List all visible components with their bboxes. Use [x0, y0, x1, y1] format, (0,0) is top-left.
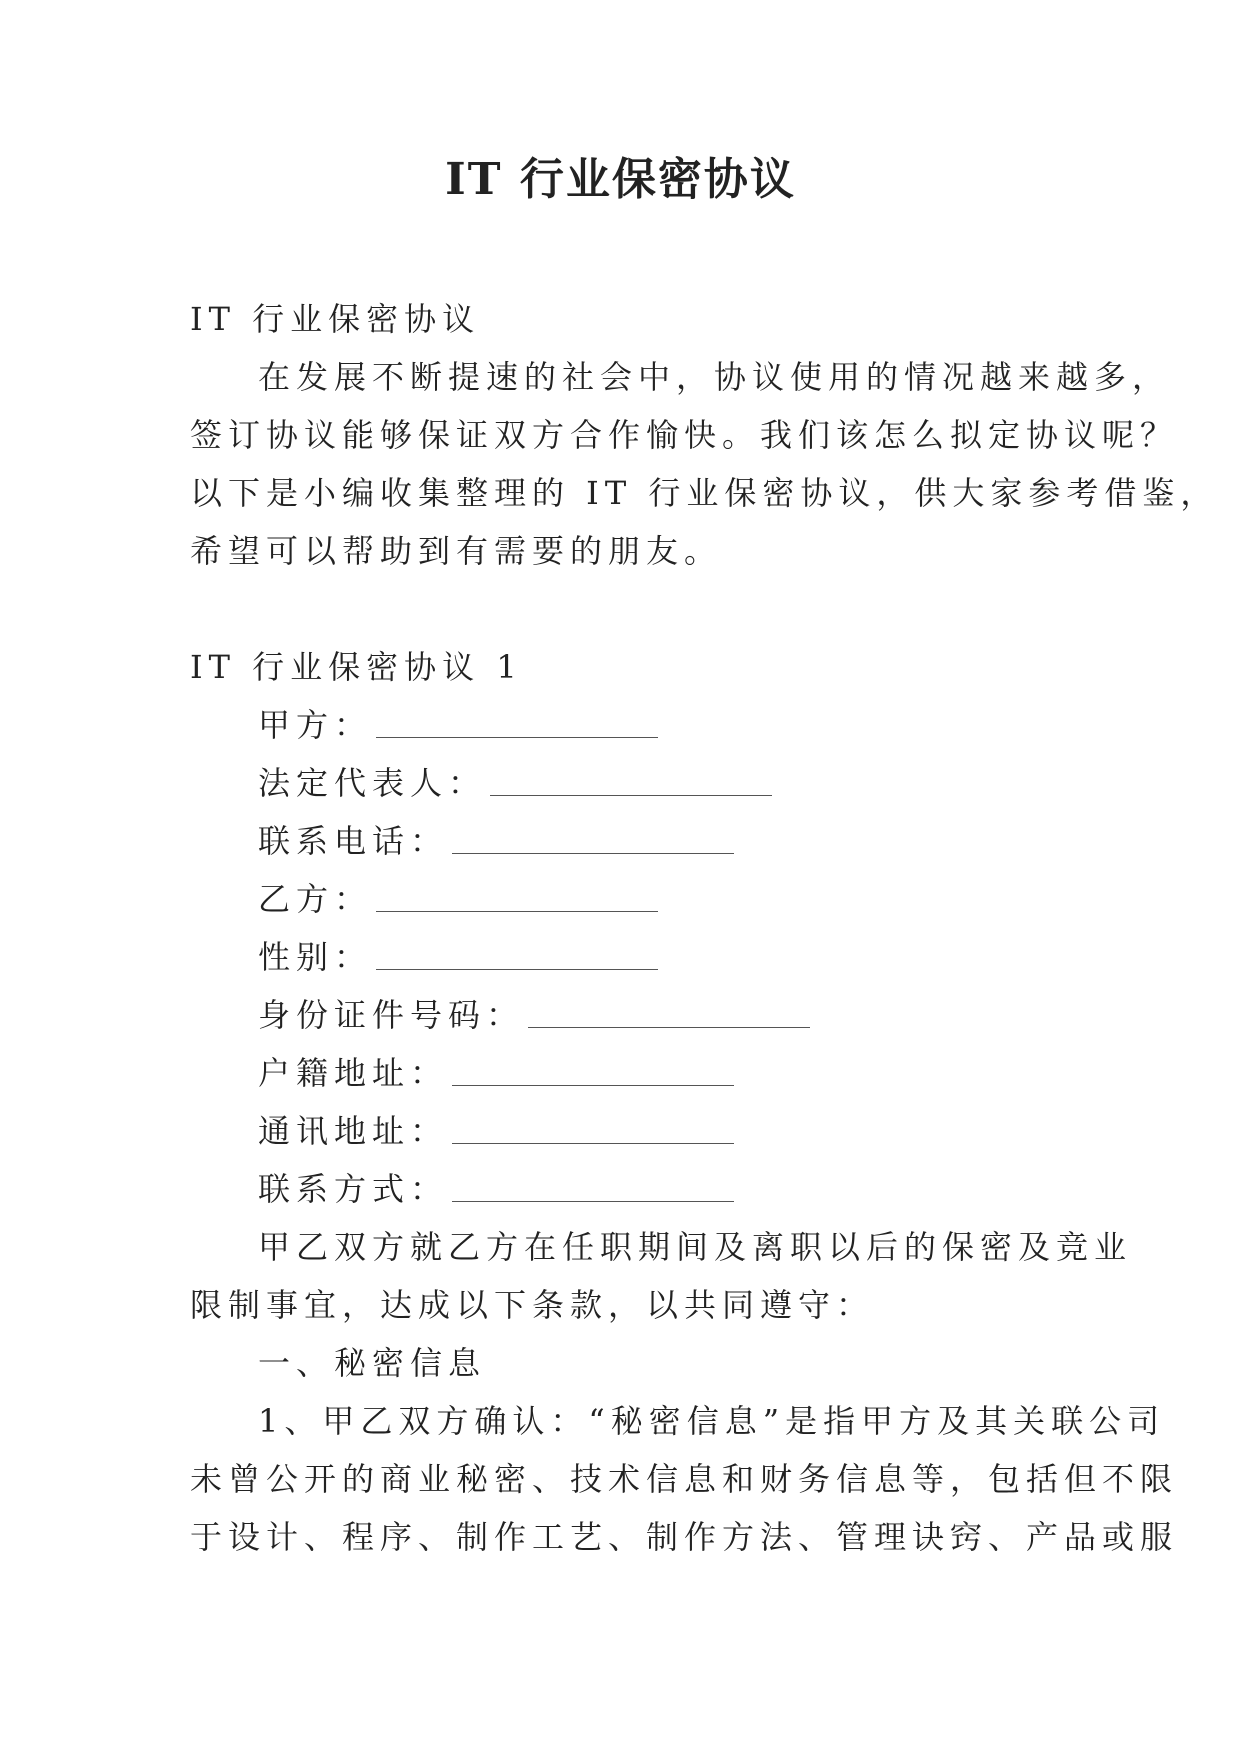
- paragraph-gap: [190, 580, 1070, 638]
- mailing-address-field: [190, 1102, 1070, 1160]
- fill-blank[interactable]: [452, 823, 734, 854]
- field-label: 性别：: [258, 938, 373, 976]
- fill-blank[interactable]: [452, 1171, 734, 1202]
- clause-line: 1、甲乙双方确认：“秘密信息”是指甲方及其关联公司: [258, 1402, 1166, 1440]
- field-label: 法定代表人：: [258, 764, 487, 802]
- gender-field: [190, 928, 1070, 986]
- agreement-line: 限制事宜，达成以下条款，以共同遵守：: [190, 1286, 875, 1324]
- document-body: [190, 290, 1219, 1566]
- field-label: 乙方：: [258, 880, 373, 918]
- party-b-field: [190, 870, 1070, 928]
- contact-method-field: [190, 1160, 1070, 1218]
- intro-line: 希望可以帮助到有需要的朋友。: [190, 532, 723, 570]
- field-label: 甲方：: [258, 706, 373, 744]
- field-label: 通讯地址：: [258, 1112, 449, 1150]
- intro-line: 以下是小编收集整理的 IT 行业保密协议，供大家参考借鉴，: [190, 474, 1219, 512]
- party-a-field: [190, 696, 1070, 754]
- fill-blank[interactable]: [528, 997, 810, 1028]
- section-heading: IT 行业保密协议 1: [190, 648, 523, 686]
- field-label: 户籍地址：: [258, 1054, 449, 1092]
- fill-blank[interactable]: [490, 765, 772, 796]
- household-address-field: [190, 1044, 1070, 1102]
- fill-blank[interactable]: [376, 707, 658, 738]
- agreement-line: 甲乙双方就乙方在任职期间及离职以后的保密及竞业: [258, 1228, 1133, 1266]
- fill-blank[interactable]: [376, 881, 658, 912]
- fill-blank[interactable]: [452, 1055, 734, 1086]
- clause-line: 未曾公开的商业秘密、技术信息和财务信息等，包括但不限: [190, 1460, 1179, 1498]
- intro-line: 在发展不断提速的社会中，协议使用的情况越来越多，: [258, 358, 1171, 396]
- field-label: 身份证件号码：: [258, 996, 525, 1034]
- intro-heading: IT 行业保密协议: [190, 300, 481, 338]
- id-number-field: [190, 986, 1070, 1044]
- fill-blank[interactable]: [452, 1113, 734, 1144]
- clause-line: 于设计、程序、制作工艺、制作方法、管理诀窍、产品或服: [190, 1518, 1179, 1556]
- field-label: 联系电话：: [258, 822, 449, 860]
- fill-blank[interactable]: [376, 939, 658, 970]
- phone-field: [190, 812, 1070, 870]
- intro-line: 签订协议能够保证双方合作愉快。我们该怎么拟定协议呢？: [190, 416, 1179, 454]
- document-title: IT 行业保密协议: [445, 154, 796, 205]
- legal-representative-field: [190, 754, 1070, 812]
- clause-heading: 一、秘密信息: [258, 1344, 487, 1382]
- field-label: 联系方式：: [258, 1170, 449, 1208]
